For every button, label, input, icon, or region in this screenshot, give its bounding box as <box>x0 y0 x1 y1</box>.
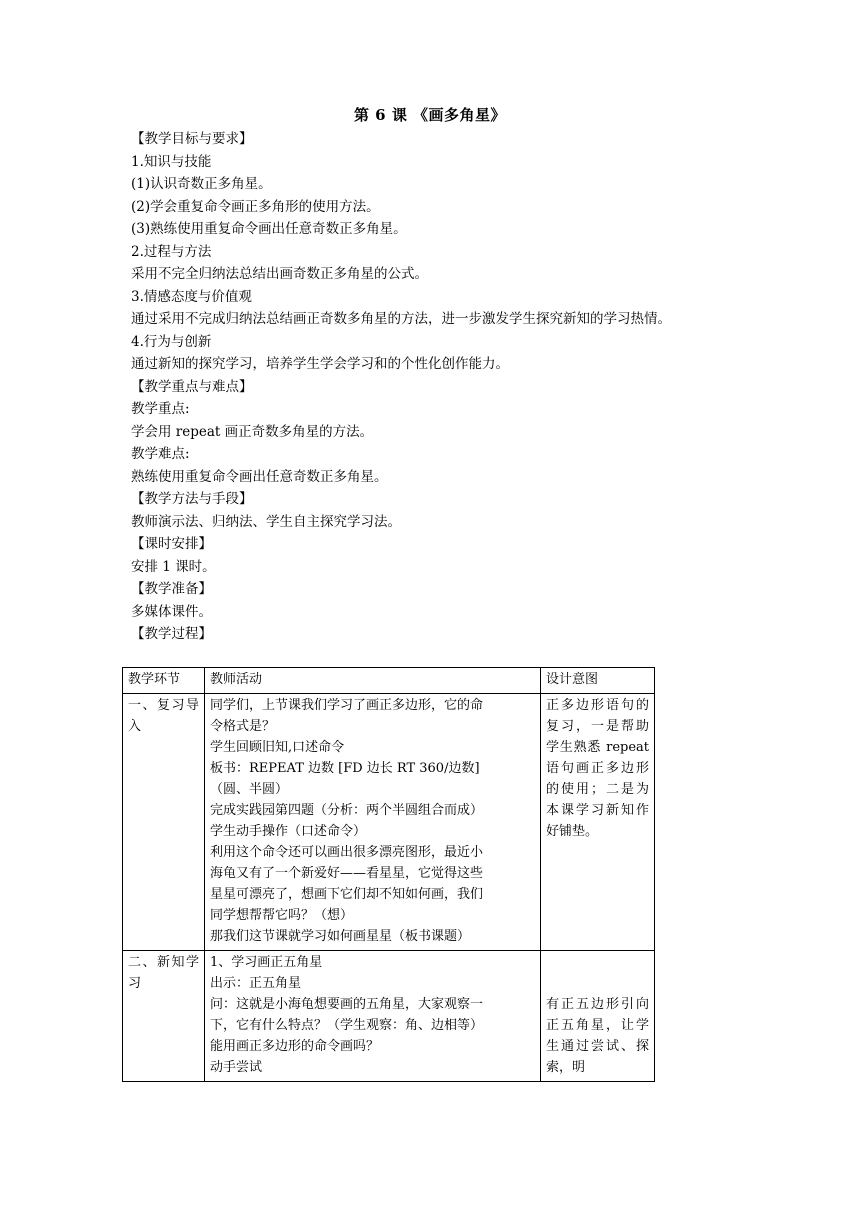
activity-line: 学生动手操作（口述命令） <box>210 824 367 839</box>
cell-activity <box>205 951 541 1082</box>
activity-line: 利用这个命令还可以画出很多漂亮图形，最近小 <box>210 845 484 860</box>
activity-line: 那我们这节课就学习如何画星星（板书课题） <box>210 929 471 944</box>
objective-item: (1)认识奇数正多角星。 <box>131 176 272 192</box>
header-activity: 教师活动 <box>205 668 541 694</box>
paragraph: 采用不完全归纳法总结出画奇数正多角星的公式。 <box>131 266 428 282</box>
lesson-plan-body <box>131 128 831 646</box>
activity-line: 动手尝试 <box>210 1060 263 1075</box>
table-header-row <box>123 668 655 694</box>
activity-line: （圆、半圆） <box>210 782 289 797</box>
activity-line: 同学想帮帮它吗？（想） <box>210 908 354 923</box>
paragraph: 通过采用不完成归纳法总结画正奇数多角星的方法，进一步激发学生探究新知的学习热情。 <box>131 311 671 327</box>
activity-line: 令格式是？ <box>210 719 276 734</box>
paragraph: 熟练使用重复命令画出任意奇数正多角星。 <box>131 468 388 485</box>
subheading-process-method: 2.过程与方法 <box>131 243 212 260</box>
activity-line: 能用画正多边形的命令画吗？ <box>210 1039 380 1054</box>
cell-activity <box>205 694 541 951</box>
activity-line: 问：这就是小海龟想要画的五角星，大家观察一 <box>210 997 484 1012</box>
section-heading-process: 【教学过程】 <box>131 626 212 642</box>
table-row <box>123 951 655 1082</box>
activity-line: 同学们，上节课我们学习了画正多边形，它的命 <box>210 698 484 713</box>
activity-line: 星星可漂亮了，想画下它们却不知如何画，我们 <box>210 887 484 902</box>
subheading-attitude-values: 3.情感态度与价值观 <box>131 288 252 305</box>
activity-line: 海龟又有了一个新爱好——看星星，它觉得这些 <box>210 866 484 881</box>
label-difficulty: 教学难点: <box>131 446 190 462</box>
header-intent: 设计意图 <box>541 668 655 694</box>
subheading-behavior-innovation: 4.行为与创新 <box>131 333 212 350</box>
activity-line: 下，它有什么特点？（学生观察：角、边相等） <box>210 1018 484 1033</box>
activity-line: 完成实践园第四题（分析：两个半圆组合而成） <box>210 803 484 818</box>
section-heading-key-points: 【教学重点与难点】 <box>131 378 253 395</box>
cell-stage: 二、新知学习 <box>123 951 205 1082</box>
table-row <box>123 694 655 951</box>
paragraph: 教师演示法、归纳法、学生自主探究学习法。 <box>131 513 401 530</box>
activity-line: 学生回顾旧知,口述命令 <box>210 740 345 755</box>
header-stage: 教学环节 <box>123 668 205 694</box>
activity-line: 1、学习画正五角星 <box>210 955 323 970</box>
section-heading-methods: 【教学方法与手段】 <box>131 491 253 507</box>
activity-line: 板书：REPEAT 边数 [FD 边长 RT 360/边数] <box>210 761 480 776</box>
activity-line: 出示：正五角星 <box>210 976 302 991</box>
paragraph: 多媒体课件。 <box>131 603 212 620</box>
section-heading-objectives: 【教学目标与要求】 <box>131 131 253 147</box>
paragraph: 学会用 repeat 画正奇数多角星的方法。 <box>131 423 374 440</box>
objective-item: (3)熟练使用重复命令画出任意奇数正多角星。 <box>131 221 407 237</box>
cell-intent: 正多边形语句的复习，一是帮助学生熟悉 repeat 语句画正多边形的使用；二是为本课学习新知作好铺垫。 <box>541 694 655 951</box>
cell-intent: 有正五边形引向正五角星，让学生通过尝试、探索，明 <box>541 951 655 1082</box>
section-heading-preparation: 【教学准备】 <box>131 581 212 597</box>
lesson-title: 第 6 课 《画多角星》 <box>353 106 507 124</box>
label-key-point: 教学重点: <box>131 401 190 417</box>
subheading-knowledge-skills: 1.知识与技能 <box>131 153 212 170</box>
cell-stage: 一、复习导入 <box>123 694 205 951</box>
paragraph: 安排 1 课时。 <box>131 558 216 575</box>
objective-item: (2)学会重复命令画正多角形的使用方法。 <box>131 198 380 215</box>
teaching-process-table <box>122 667 655 1082</box>
section-heading-schedule: 【课时安排】 <box>131 536 212 552</box>
paragraph: 通过新知的探究学习，培养学生学会学习和的个性化创作能力。 <box>131 356 509 372</box>
